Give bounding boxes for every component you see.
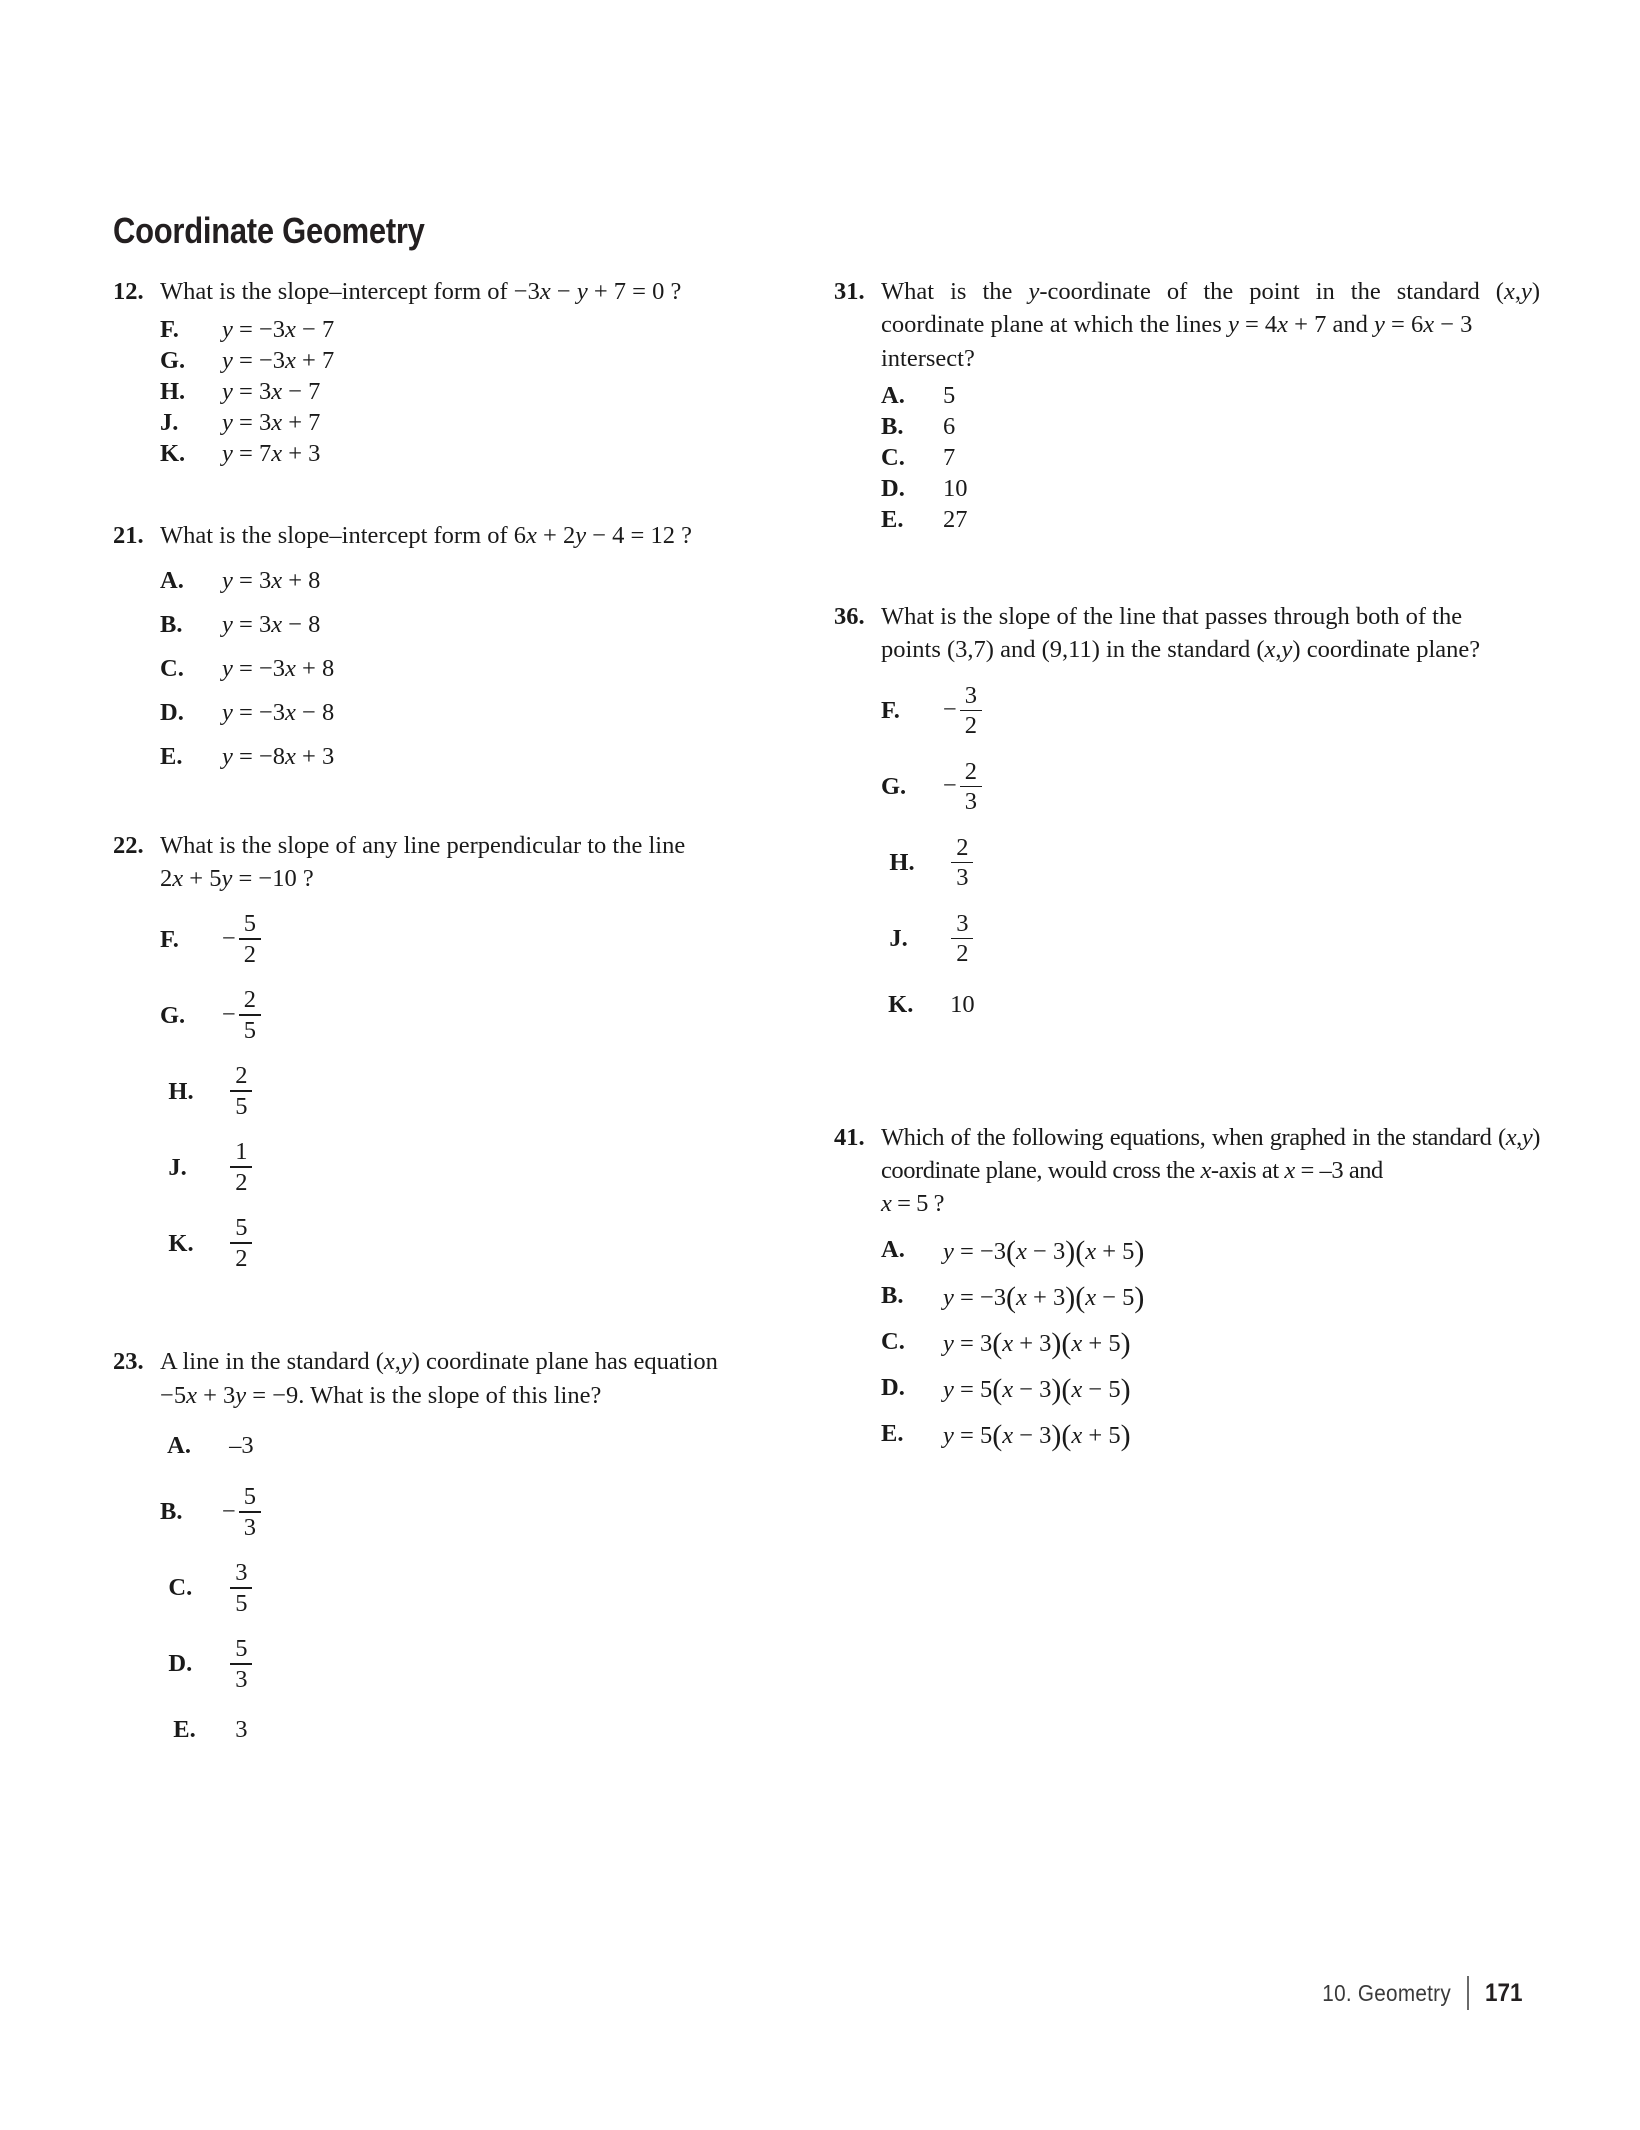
choice-letter: K. [160,439,186,467]
question-22-choices [113,901,261,1281]
question-22-equation: 2x + 5y = −10 ? [160,864,314,892]
question-31-head [834,275,1540,375]
choice-b[interactable] [881,1273,1540,1319]
choice-h[interactable] [168,1053,252,1129]
choice-fraction [951,835,973,891]
choice-fraction [230,1215,252,1271]
spacer [834,1033,1540,1121]
fraction-numerator: 3 [956,909,969,937]
choice-k[interactable] [168,1205,252,1281]
choice-text: y = −3x − 7 [222,315,335,343]
choice-f[interactable] [160,901,261,977]
choice-b[interactable] [160,1474,261,1550]
page-title: Coordinate Geometry [113,210,425,252]
choice-c[interactable] [881,443,1540,474]
question-22-head [113,829,779,896]
choice-text: 27 [943,506,968,534]
choice-letter: C. [168,1574,193,1602]
minus-sign: − [943,772,957,800]
choice-letter: A. [881,1235,905,1263]
left-column [113,275,819,1758]
fraction-bar [951,862,973,864]
fraction-bar [230,1166,252,1168]
choice-fraction [222,1484,261,1540]
fraction-bar [239,938,261,940]
question-23 [113,1345,779,1758]
choice-d[interactable] [168,1626,252,1702]
choice-letter: E. [160,742,183,770]
fraction-numerator: 5 [243,910,256,938]
choice-letter: G. [881,773,907,801]
question-36 [834,600,1540,1033]
choice-letter: B. [160,610,183,638]
question-23-number: 23. [113,1348,144,1376]
fraction-denominator: 3 [956,864,969,892]
question-31-choices [834,381,1540,536]
choice-letter: G. [160,1001,186,1029]
choice-text: y = −3x + 7 [222,346,335,374]
question-22-number: 22. [113,831,144,859]
fraction-denominator: 5 [235,1093,248,1121]
spacer [113,1281,779,1345]
right-column [834,275,1540,1758]
choice-letter: D. [881,1373,905,1401]
choice-letter: K. [888,991,914,1019]
choice-text: y = −3x − 8 [222,698,335,726]
question-12-equation: −3x − y + 7 = 0 ? [513,278,682,305]
choice-letter: H. [160,377,186,405]
question-36-head [834,600,1540,667]
fraction-denominator: 3 [235,1665,248,1693]
fraction-denominator: 2 [235,1245,248,1273]
question-31-prompt-trail: intersect? [881,344,975,372]
fraction-numerator: 2 [956,833,969,861]
footer-divider [1467,1976,1469,2010]
question-41-prompt: Which of the following equations, when graphed in the standard (x,y) coordinate plane, would cross the x-axis at x = –3 and x = 5 ? [881,1121,1540,1221]
fraction-denominator: 2 [964,712,977,740]
question-23-prompt-tail [160,1379,779,1412]
fraction-numerator: 5 [243,1483,256,1511]
fraction-denominator: 3 [243,1513,256,1541]
question-12-prompt [160,275,779,308]
fraction-bar [951,938,973,940]
question-36-prompt: What is the slope of the line that passes through both of the points (3,7) and (9,11) in the standard (x,y) coordinate plane? [881,600,1540,667]
question-22-prompt [160,829,779,896]
fraction-denominator: 3 [964,788,977,816]
choice-text: y = 3x + 7 [222,408,321,436]
choice-fraction [943,759,982,815]
choice-text: y = −3(x + 3)(x − 5) [943,1280,1145,1314]
question-12-choices [113,314,779,469]
choice-letter: K. [168,1229,194,1257]
fraction-numerator: 3 [235,1559,248,1587]
choice-text: 3 [235,1716,248,1744]
choice-f[interactable] [881,673,982,749]
question-12-prompt-lead: What is the slope–intercept form of [160,278,508,305]
question-23-equation: −5x + 3y = −9. [160,1381,305,1409]
fraction-bar [230,1663,252,1665]
choice-g[interactable] [160,345,779,376]
choice-d[interactable] [881,474,1540,505]
question-31-prompt: What is the y-coordinate of the point in the standard (x,y) coordinate plane at which the lines y = 4x + 7 and y = 6x − 3 intersect? [881,275,1540,375]
question-12-number: 12. [113,278,144,305]
choice-letter: D. [168,1650,193,1678]
question-23-prompt-trail: What is the slope of this line? [310,1381,602,1409]
fraction-numerator: 3 [964,681,977,709]
choice-fraction [230,1636,252,1692]
fraction-numerator: 2 [964,757,977,785]
choice-e[interactable] [881,505,1540,536]
choice-h[interactable] [889,825,973,901]
choice-letter: D. [881,475,905,503]
fraction-bar [239,1014,261,1016]
minus-sign: − [222,1001,236,1028]
choice-text: 10 [943,475,968,503]
choice-c[interactable] [168,1550,252,1626]
choice-e[interactable] [160,735,779,779]
choice-letter: A. [160,566,184,594]
fraction-numerator: 2 [235,1062,248,1090]
choice-text: 5 [943,382,956,410]
choice-letter: C. [881,444,905,472]
choice-letter: E. [173,1716,196,1744]
choice-j[interactable] [160,407,779,438]
choice-letter: G. [160,346,186,374]
fraction-denominator: 2 [235,1169,248,1197]
choice-k[interactable] [160,438,779,469]
minus-sign: − [222,1497,236,1525]
choice-d[interactable] [881,1365,1540,1411]
choice-text: y = 3x + 8 [222,566,321,594]
choice-text: y = 5(x − 3)(x + 5) [943,1418,1131,1452]
choice-g[interactable] [881,749,982,825]
choice-fraction [230,1560,252,1616]
fraction-bar [239,1511,261,1513]
choice-h[interactable] [160,376,779,407]
question-12 [113,275,779,469]
choice-text: 6 [943,413,956,441]
choice-j[interactable] [889,901,973,977]
fraction-denominator: 5 [243,1017,256,1045]
fraction-bar [230,1242,252,1244]
question-41-head [834,1121,1540,1221]
choice-letter: J. [168,1153,187,1181]
fraction-numerator: 5 [235,1214,248,1242]
question-23-head [113,1345,779,1412]
choice-a[interactable] [881,1227,1540,1273]
choice-e[interactable] [881,1411,1540,1457]
choice-letter: F. [881,697,900,725]
choice-a[interactable] [160,559,779,603]
question-21-head [113,519,779,552]
choice-text: y = 3x − 7 [222,377,321,405]
choice-letter: A. [881,382,905,410]
choice-letter: J. [160,408,179,436]
fraction-bar [230,1090,252,1092]
choice-fraction [222,987,261,1043]
choice-letter: B. [160,1498,183,1526]
fraction-numerator: 1 [235,1138,248,1166]
choice-letter: C. [160,654,184,682]
choice-letter: H. [168,1077,194,1105]
question-21-choices [113,559,779,779]
choice-letter: A. [167,1432,191,1460]
choice-b[interactable] [881,412,1540,443]
spacer [113,779,779,829]
question-31 [834,275,1540,536]
question-36-prompt-trail: points (3,7) and (9,11) in the standard (x,y) coordinate plane? [881,636,1481,664]
choice-letter: B. [881,1281,904,1309]
fraction-numerator: 5 [235,1635,248,1663]
question-12-head [113,275,779,308]
choice-text: y = −3x + 8 [222,654,335,682]
choice-fraction [943,683,982,739]
question-36-number: 36. [834,602,865,630]
question-22 [113,829,779,1282]
fraction-bar [230,1587,252,1589]
choice-fraction [222,911,261,967]
question-23-prompt [160,1345,779,1412]
question-21-equation: 6x + 2y − 4 = 12 ? [513,522,692,550]
fraction-denominator: 2 [956,940,969,968]
fraction-bar [960,786,982,788]
choice-text: –3 [229,1432,254,1460]
choice-d[interactable] [160,691,779,735]
choice-text: y = −8x + 3 [222,742,335,770]
spacer [834,536,1540,600]
choice-text: 10 [950,991,975,1019]
spacer [113,469,779,519]
choice-f[interactable] [160,314,779,345]
question-31-equation-2: y = 6x − 3 [1374,311,1473,339]
choice-fraction [230,1139,252,1195]
question-31-equation-1: y = 4x + 7 [1227,311,1327,339]
choice-letter: F. [160,315,179,343]
choice-text: 7 [943,444,956,472]
choice-text: y = 5(x − 3)(x − 5) [943,1372,1131,1406]
two-column-body [0,275,1640,1758]
choice-letter: E. [881,506,904,534]
choice-letter: F. [160,925,179,953]
question-23-prompt-lead: A line in the standard (x,y) coordinate plane has equation [160,1348,718,1376]
question-36-choices [834,673,982,1033]
choice-g[interactable] [160,977,261,1053]
question-23-choices [113,1418,261,1758]
choice-e[interactable] [173,1702,247,1758]
choice-letter: B. [881,413,904,441]
question-21-prompt [160,519,779,552]
fraction-denominator: 2 [243,941,256,969]
minus-sign: − [943,696,957,724]
choice-c[interactable] [881,1319,1540,1365]
choice-text: y = −3(x − 3)(x + 5) [943,1234,1145,1268]
choice-c[interactable] [160,647,779,691]
choice-j[interactable] [168,1129,252,1205]
page-footer [1308,1976,1527,2010]
question-31-number: 31. [834,278,865,305]
choice-letter: D. [160,698,184,726]
question-22-prompt-lead: What is the slope of any line perpendicular to the line [160,831,686,859]
fraction-denominator: 5 [235,1589,248,1617]
question-41-choices [834,1227,1540,1457]
fraction-numerator: 2 [243,986,256,1014]
question-21-prompt-lead: What is the slope–intercept form of [160,522,508,550]
question-21-number: 21. [113,522,144,550]
fraction-bar [960,710,982,712]
choice-letter: H. [889,849,915,877]
choice-a[interactable] [167,1418,254,1474]
choice-letter: C. [881,1327,905,1355]
question-41-number: 41. [834,1123,865,1151]
footer-page-number: 171 [1485,1978,1523,2007]
question-21 [113,519,779,778]
minus-sign: − [222,925,236,952]
question-41 [834,1121,1540,1457]
choice-text: y = 7x + 3 [222,439,321,467]
choice-a[interactable] [881,381,1540,412]
question-41-condition-1: x = –3 [1284,1156,1344,1184]
choice-fraction [230,1063,252,1119]
choice-fraction [951,911,973,967]
choice-b[interactable] [160,603,779,647]
choice-text: y = 3(x + 3)(x + 5) [943,1326,1131,1360]
choice-text: y = 3x − 8 [222,610,321,638]
choice-letter: J. [889,925,908,953]
choice-k[interactable] [888,977,975,1033]
choice-letter: E. [881,1419,904,1447]
footer-chapter-label: 10. Geometry [1322,1979,1452,2006]
question-41-condition-2: x = 5 ? [881,1190,945,1218]
